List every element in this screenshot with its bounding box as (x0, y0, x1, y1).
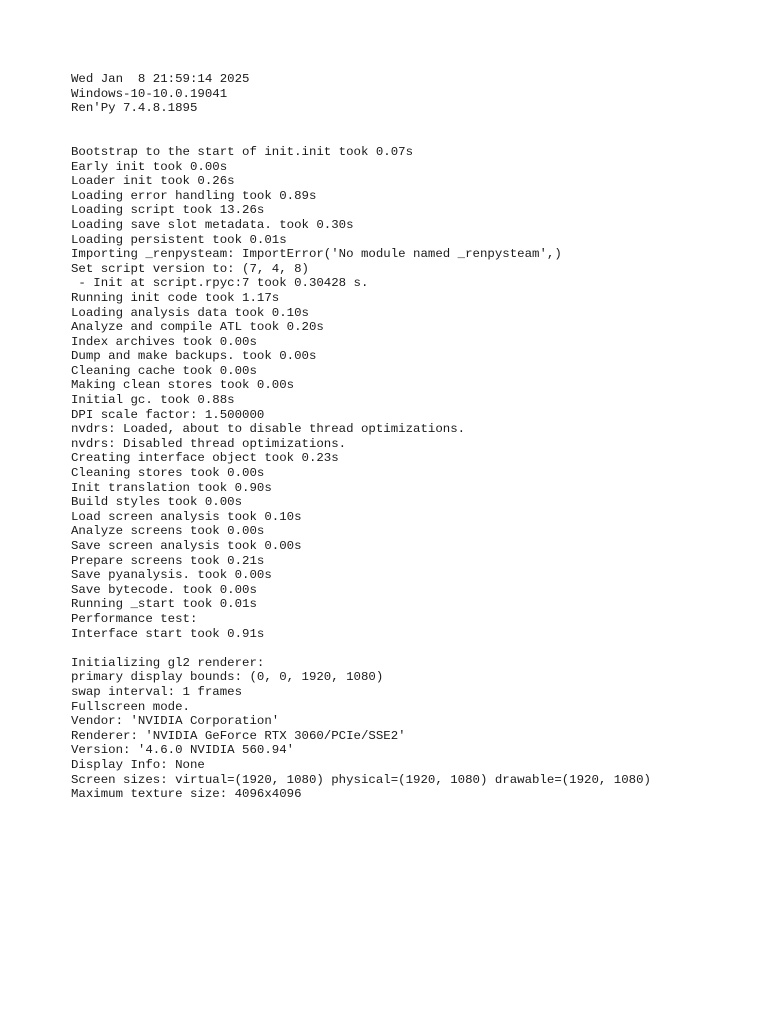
log-line: Cleaning cache took 0.00s (71, 363, 257, 378)
log-line: primary display bounds: (0, 0, 1920, 1080) (71, 670, 384, 685)
log-line: Index archives took 0.00s (71, 334, 257, 349)
log-line: Analyze screens took 0.00s (71, 524, 265, 539)
log-line: Loader init took 0.26s (71, 174, 235, 189)
log-line: Fullscreen mode. (71, 699, 190, 714)
log-line: nvdrs: Loaded, about to disable thread optimizations. (71, 422, 466, 437)
log-line: Build styles took 0.00s (71, 495, 243, 510)
log-line: Running init code took 1.17s (71, 290, 280, 305)
log-document (71, 72, 761, 802)
log-line: Making clean stores took 0.00s (71, 378, 295, 393)
log-blank-line (71, 130, 761, 145)
log-line: Load screen analysis took 0.10s (71, 509, 302, 524)
log-line: Initial gc. took 0.88s (71, 393, 235, 408)
log-line: Init translation took 0.90s (71, 480, 272, 495)
log-line: Display Info: None (71, 757, 205, 772)
log-line: Bootstrap to the start of init.init took 0.07s (71, 144, 414, 159)
log-line: swap interval: 1 frames (71, 684, 243, 699)
log-line: Ren'Py 7.4.8.1895 (71, 101, 198, 116)
log-line: nvdrs: Disabled thread optimizations. (71, 436, 347, 451)
log-blank-line (71, 641, 761, 656)
log-line: Analyze and compile ATL took 0.20s (71, 320, 324, 335)
log-line: Loading save slot metadata. took 0.30s (71, 217, 354, 232)
log-body (71, 72, 761, 802)
log-line: Early init took 0.00s (71, 159, 228, 174)
log-line: Save screen analysis took 0.00s (71, 539, 302, 553)
log-line: Cleaning stores took 0.00s (71, 466, 265, 481)
log-line: - Init at script.rpyc:7 took 0.30428 s. (71, 276, 369, 291)
log-line: Vendor: 'NVIDIA Corporation' (71, 714, 280, 729)
log-line: Renderer: 'NVIDIA GeForce RTX 3060/PCIe/SSE2' (71, 728, 406, 743)
log-line: Importing _renpysteam: ImportError('No module named _renpysteam',) (71, 247, 562, 262)
log-line: Wed Jan 8 21:59:14 2025 (71, 72, 250, 86)
log-line: Maximum texture size: 4096x4096 (71, 787, 302, 802)
log-line: Loading script took 13.26s (71, 203, 265, 218)
log-line: Loading analysis data took 0.10s (71, 305, 309, 320)
log-line: Loading persistent took 0.01s (71, 232, 287, 247)
log-line: Version: '4.6.0 NVIDIA 560.94' (71, 743, 295, 758)
log-line: Initializing gl2 renderer: (71, 655, 265, 670)
log-line: DPI scale factor: 1.500000 (71, 407, 265, 422)
log-line: Prepare screens took 0.21s (71, 553, 265, 568)
log-blank-line (71, 116, 761, 131)
log-line: Save bytecode. took 0.00s (71, 582, 257, 597)
log-line: Interface start took 0.91s (71, 626, 265, 641)
log-line: Running _start took 0.01s (71, 597, 257, 612)
log-line: Loading error handling took 0.89s (71, 188, 317, 203)
log-line: Windows-10-10.0.19041 (71, 86, 228, 101)
log-line: Set script version to: (7, 4, 8) (71, 261, 309, 276)
log-line: Save pyanalysis. took 0.00s (71, 568, 272, 583)
log-line: Dump and make backups. took 0.00s (71, 349, 317, 364)
log-line: Screen sizes: virtual=(1920, 1080) physical=(1920, 1080) drawable=(1920, 1080) (71, 772, 651, 787)
log-line: Performance test: (71, 611, 198, 626)
log-line: Creating interface object took 0.23s (71, 451, 339, 466)
